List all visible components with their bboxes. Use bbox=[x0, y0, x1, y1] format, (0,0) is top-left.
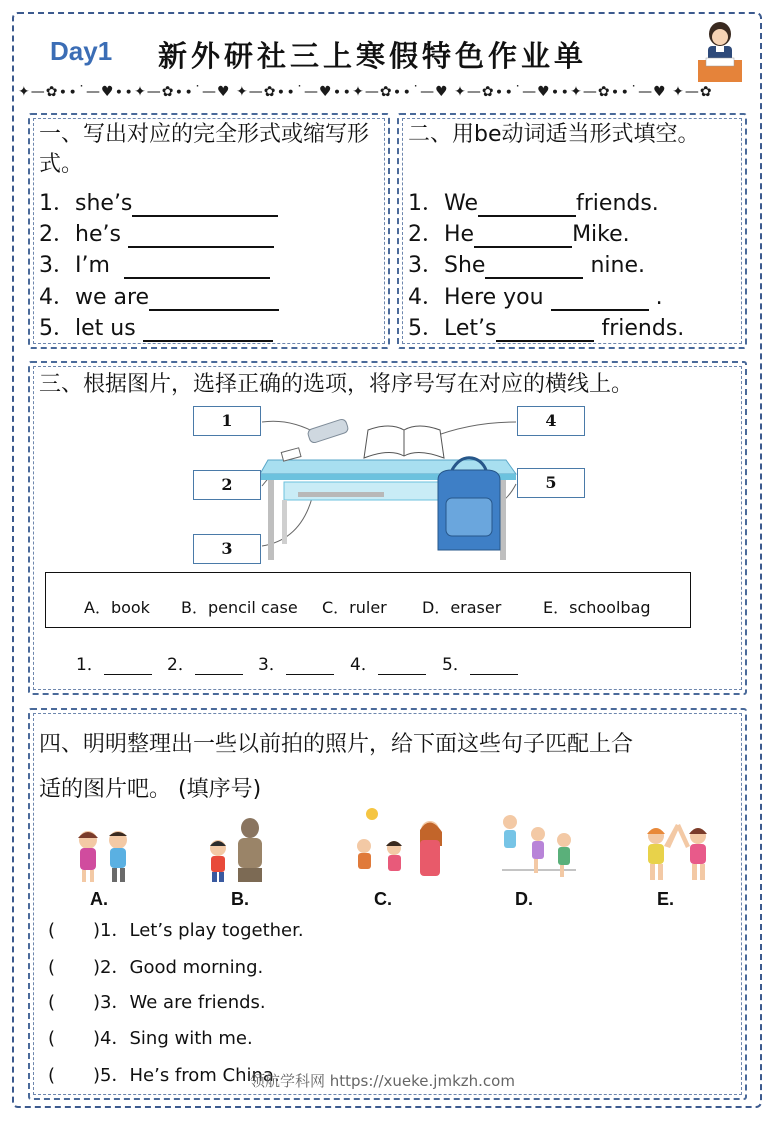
picture-label-e: E. bbox=[657, 889, 675, 909]
answer-1: 1． bbox=[76, 650, 152, 675]
section4-title-line2: 适的图片吧。 (填序号) bbox=[39, 777, 262, 802]
match-sentence-3: ( )3．We are friends. bbox=[48, 992, 266, 1013]
match-sentence-1: ( )1．Let’s play together. bbox=[48, 920, 304, 941]
option-a: A．book bbox=[84, 598, 150, 617]
answer-4: 4． bbox=[350, 650, 426, 675]
s2-item-3: 3．She nine. bbox=[408, 253, 645, 278]
label-box-3: 3 bbox=[193, 534, 261, 564]
option-e: E．schoolbag bbox=[543, 598, 651, 617]
section1-title: 一、写出对应的完全形式或缩写形式。 bbox=[39, 122, 370, 177]
decorative-border: ✦—✿∙∙˙—♥∙∙✦—✿∙∙˙—♥ ✦—✿∙∙˙—♥∙∙✦—✿∙∙˙—♥ ✦—✿∙∙˙—♥∙∙✦—✿∙∙˙—♥ ✦—✿ bbox=[18, 84, 713, 100]
s1-item-5: 5．let us bbox=[39, 311, 273, 342]
section3-title: 三、根据图片，选择正确的选项，将序号写在对应的横线上。 bbox=[39, 372, 634, 397]
s1-item-3: 3．I’m bbox=[39, 248, 270, 279]
s2-item-2: 2．He Mike. bbox=[408, 222, 630, 247]
option-d: D．eraser bbox=[422, 598, 502, 617]
picture-d-kids-playing bbox=[498, 810, 580, 884]
section2-title: 二、用be动词适当形式填空。 bbox=[408, 122, 700, 147]
picture-label-a: A. bbox=[90, 889, 108, 909]
option-c: C．ruler bbox=[322, 598, 387, 617]
label-box-2: 2 bbox=[193, 470, 261, 500]
s2-item-4: 4．Here you . bbox=[408, 285, 663, 310]
s2-item-1: 1．We friends. bbox=[408, 191, 659, 216]
match-sentence-4: ( )4．Sing with me. bbox=[48, 1028, 253, 1049]
picture-a-singing-kids bbox=[68, 826, 142, 886]
answer-5: 5． bbox=[442, 650, 518, 675]
s1-item-4: 4．we are bbox=[39, 280, 279, 311]
s2-item-5: 5．Let’s friends. bbox=[408, 316, 685, 341]
answer-2: 2． bbox=[167, 650, 243, 675]
watermark: 领航学科网 https://xueke.jmkzh.com bbox=[250, 1072, 515, 1090]
label-box-4: 4 bbox=[517, 406, 585, 436]
answer-3: 3． bbox=[258, 650, 334, 675]
picture-e-high-five bbox=[636, 814, 720, 884]
label-box-1: 1 bbox=[193, 406, 261, 436]
picture-label-c: C. bbox=[374, 889, 392, 909]
s1-item-2: 2．he’s bbox=[39, 217, 274, 248]
day-label: Day1 bbox=[50, 36, 113, 66]
match-sentence-5: ( )5．He’s from China. bbox=[48, 1065, 280, 1086]
option-b: B．pencil case bbox=[181, 598, 298, 617]
worksheet-title: 新外研社三上寒假特色作业单 bbox=[158, 39, 588, 73]
picture-label-d: D. bbox=[515, 889, 533, 909]
label-box-5: 5 bbox=[517, 468, 585, 498]
section4-title-line1: 四、明明整理出一些以前拍的照片，给下面这些句子匹配上合 bbox=[39, 732, 634, 757]
options-box bbox=[45, 572, 691, 628]
match-sentence-2: ( )2．Good morning. bbox=[48, 957, 264, 978]
s1-item-1: 1．she’s bbox=[39, 186, 278, 217]
picture-b-terracotta-warrior bbox=[202, 814, 274, 884]
picture-c-family-greeting bbox=[350, 806, 450, 886]
picture-label-b: B. bbox=[231, 889, 249, 909]
teacher-illustration bbox=[694, 20, 746, 84]
